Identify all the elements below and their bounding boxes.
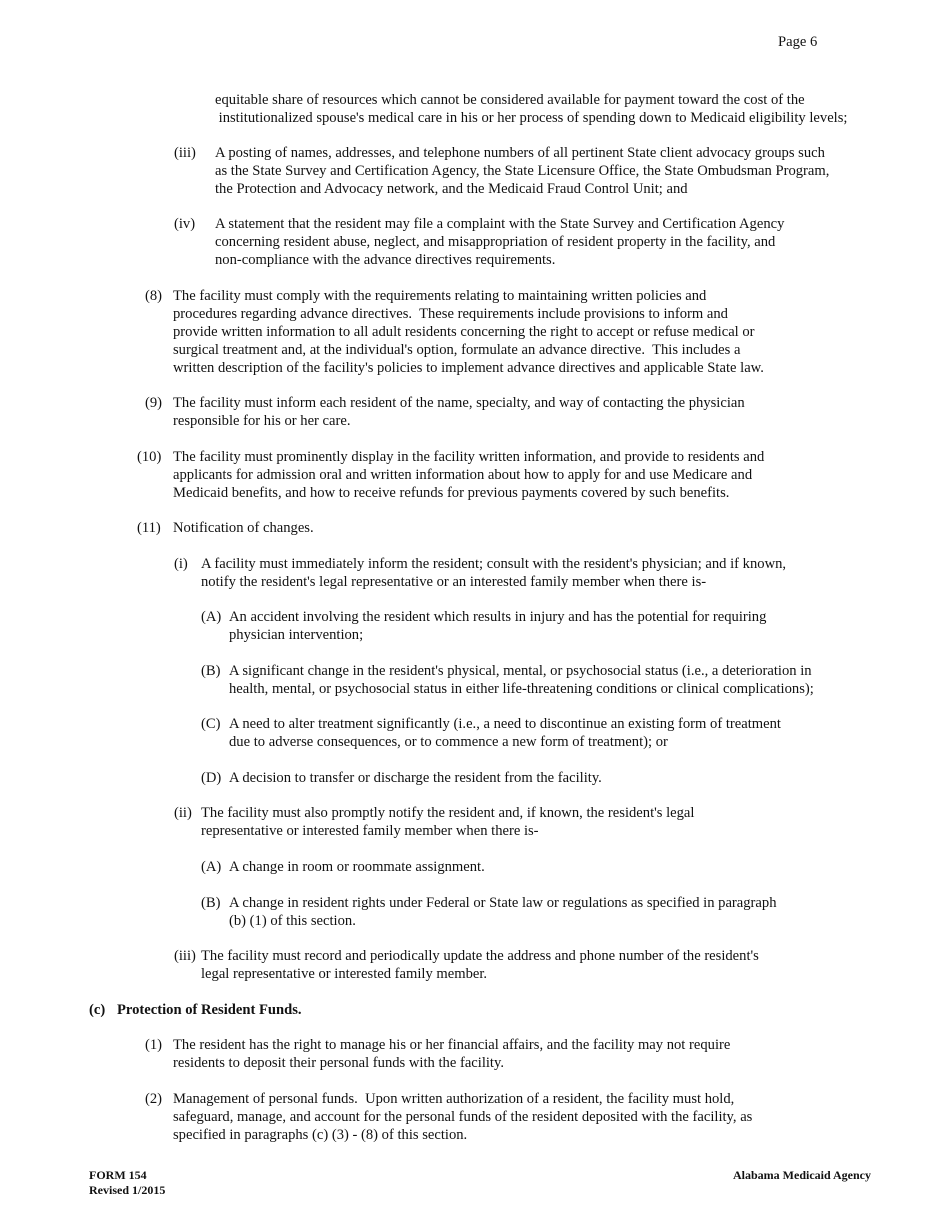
text-line: surgical treatment and, at the individual's option, formulate an advance directive. This includes a xyxy=(173,342,741,358)
list-marker: (A) xyxy=(201,859,222,875)
form-number: FORM 154 xyxy=(89,1168,147,1182)
text-line: due to adverse consequences, or to commence a new form of treatment); or xyxy=(229,734,668,750)
list-marker: (ii) xyxy=(174,805,192,821)
text-line: A significant change in the resident's physical, mental, or psychosocial status (i.e., a deterioration in xyxy=(229,663,812,679)
text-line: The facility must also promptly notify the resident and, if known, the resident's legal xyxy=(201,805,695,821)
text-line: (b) (1) of this section. xyxy=(229,913,356,929)
text-line: health, mental, or psychosocial status in either life-threatening conditions or clinical complications); xyxy=(229,681,814,697)
list-marker: (1) xyxy=(145,1037,163,1053)
text-line: residents to deposit their personal funds with the facility. xyxy=(173,1055,504,1071)
text-line: legal representative or interested family member. xyxy=(201,966,488,982)
text-line: A change in room or roommate assignment. xyxy=(229,859,485,875)
text-line: The resident has the right to manage his or her financial affairs, and the facility may not require xyxy=(173,1037,731,1053)
text-line: provide written information to all adult residents concerning the right to accept or refuse medical or xyxy=(173,324,755,340)
list-marker: (C) xyxy=(201,716,221,732)
text-line: representative or interested family member when there is- xyxy=(201,823,539,839)
section-heading: Protection of Resident Funds. xyxy=(117,1002,302,1018)
text-line: A decision to transfer or discharge the resident from the facility. xyxy=(229,770,602,786)
text-line: equitable share of resources which cannot be considered available for payment toward the cost of the xyxy=(215,92,805,108)
list-marker: (i) xyxy=(174,556,188,572)
list-marker: (8) xyxy=(145,288,163,304)
list-marker: (A) xyxy=(201,609,222,625)
text-line: A facility must immediately inform the resident; consult with the resident's physician; and if known, xyxy=(201,556,787,572)
list-marker: (2) xyxy=(145,1091,163,1107)
list-marker: (iii) xyxy=(174,145,196,161)
page-number: Page 6 xyxy=(778,34,818,50)
text-line: the Protection and Advocacy network, and the Medicaid Fraud Control Unit; and xyxy=(215,181,688,197)
text-line: A posting of names, addresses, and telephone numbers of all pertinent State client advocacy groups such xyxy=(215,145,825,161)
text-line: Management of personal funds. Upon written authorization of a resident, the facility must hold, xyxy=(173,1091,735,1107)
list-marker: (B) xyxy=(201,895,221,911)
text-line: The facility must inform each resident of the name, specialty, and way of contacting the physician xyxy=(173,395,745,411)
text-line: A change in resident rights under Federal or State law or regulations as specified in paragraph xyxy=(229,895,777,911)
text-line: An accident involving the resident which results in injury and has the potential for requiring xyxy=(229,609,767,625)
list-marker: (D) xyxy=(201,770,222,786)
list-marker: (iii) xyxy=(174,948,196,964)
text-line: Medicaid benefits, and how to receive refunds for previous payments covered by such benefits. xyxy=(173,485,730,501)
text-line: responsible for his or her care. xyxy=(173,413,351,429)
text-line: A statement that the resident may file a complaint with the State Survey and Certification Agency xyxy=(215,216,785,232)
text-line: concerning resident abuse, neglect, and misappropriation of resident property in the facility, and xyxy=(215,234,776,250)
text-line: Notification of changes. xyxy=(173,520,314,536)
list-marker: (9) xyxy=(145,395,163,411)
text-line: physician intervention; xyxy=(229,627,364,643)
text-line: specified in paragraphs (c) (3) - (8) of this section. xyxy=(173,1127,468,1143)
list-marker: (10) xyxy=(137,449,162,465)
text-line: institutionalized spouse's medical care in his or her process of spending down to Medicaid eligibility levels; xyxy=(215,110,848,126)
text-line: notify the resident's legal representative or an interested family member when there is- xyxy=(201,574,707,590)
text-line: as the State Survey and Certification Agency, the State Licensure Office, the State Ombudsman Program, xyxy=(215,163,830,179)
text-line: written description of the facility's policies to implement advance directives and applicable State law. xyxy=(173,360,764,376)
text-line: procedures regarding advance directives. These requirements include provisions to inform and xyxy=(173,306,728,322)
text-line: The facility must record and periodically update the address and phone number of the resident's xyxy=(201,948,759,964)
revision-date: Revised 1/2015 xyxy=(89,1183,166,1197)
text-line: applicants for admission oral and written information about how to apply for and use Medicare and xyxy=(173,467,753,483)
section-marker: (c) xyxy=(89,1002,106,1018)
text-line: A need to alter treatment significantly (i.e., a need to discontinue an existing form of treatment xyxy=(229,716,781,732)
list-marker: (B) xyxy=(201,663,221,679)
list-marker: (11) xyxy=(137,520,161,536)
text-line: non-compliance with the advance directives requirements. xyxy=(215,252,556,268)
text-line: The facility must comply with the requirements relating to maintaining written policies and xyxy=(173,288,707,304)
text-line: safeguard, manage, and account for the personal funds of the resident deposited with the facility, as xyxy=(173,1109,753,1125)
list-marker: (iv) xyxy=(174,216,196,232)
agency-name: Alabama Medicaid Agency xyxy=(733,1168,871,1182)
text-line: The facility must prominently display in the facility written information, and provide to residents and xyxy=(173,449,765,465)
